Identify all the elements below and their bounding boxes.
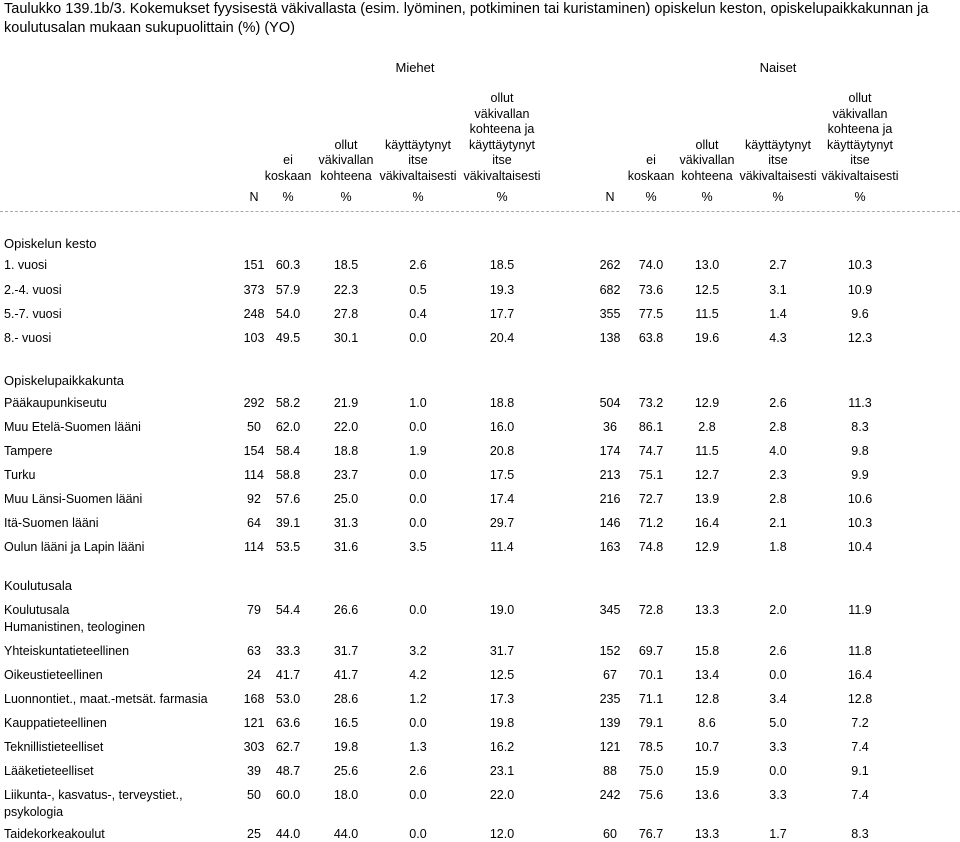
cell-percent: 10.3 — [847, 516, 873, 530]
cell-n: 92 — [247, 492, 261, 506]
cell-percent: 63.6 — [275, 716, 301, 730]
cell-percent: 49.5 — [275, 331, 301, 345]
col-header-line: itse — [850, 153, 870, 167]
cell-percent: 3.3 — [769, 788, 787, 802]
row-label-line: Taidekorkeakoulut — [4, 827, 105, 841]
cell-percent: 28.6 — [333, 692, 359, 706]
cell-n: 67 — [603, 668, 617, 682]
col-header-line: ei — [646, 153, 656, 167]
row-label — [4, 692, 208, 707]
cell-percent: 1.7 — [769, 827, 787, 841]
cell-percent: 31.6 — [333, 540, 359, 554]
unit-label: % — [701, 190, 713, 204]
cell-percent: 3.1 — [769, 283, 787, 297]
cell-percent: 0.0 — [409, 827, 427, 841]
unit-label: % — [854, 190, 866, 204]
row-label-line: Oikeustieteellinen — [4, 668, 103, 682]
cell-n: 146 — [599, 516, 621, 530]
cell-percent: 10.4 — [847, 540, 873, 554]
row-label-line: 1. vuosi — [4, 258, 48, 272]
col-header-line: väkivallan — [318, 153, 374, 167]
cell-percent: 16.5 — [333, 716, 359, 730]
cell-percent: 10.7 — [694, 740, 720, 754]
cell-percent: 75.6 — [638, 788, 664, 802]
cell-percent: 22.0 — [489, 788, 515, 802]
cell-percent: 17.5 — [489, 468, 515, 482]
row-label — [4, 788, 183, 821]
row-label — [4, 396, 107, 411]
col-header-line: väkivaltaisesti — [463, 168, 541, 183]
cell-n: 63 — [247, 644, 261, 658]
cell-n: 79 — [247, 603, 261, 617]
cell-percent: 11.8 — [848, 644, 872, 658]
cell-percent: 2.8 — [769, 492, 787, 506]
cell-percent: 11.4 — [490, 540, 514, 554]
unit-label: % — [496, 190, 508, 204]
cell-percent: 12.9 — [694, 540, 720, 554]
unit-label: % — [645, 190, 657, 204]
cell-percent: 0.0 — [409, 716, 427, 730]
cell-percent: 2.1 — [769, 516, 787, 530]
cell-percent: 71.1 — [638, 692, 664, 706]
cell-percent: 70.1 — [638, 668, 664, 682]
cell-percent: 2.6 — [769, 644, 787, 658]
row-label-line: Yhteiskuntatieteellinen — [4, 644, 130, 658]
cell-percent: 33.3 — [275, 644, 301, 658]
cell-percent: 9.1 — [851, 764, 869, 778]
cell-percent: 8.3 — [851, 420, 869, 434]
cell-percent: 0.0 — [409, 492, 427, 506]
section-title: Opiskelun kesto — [4, 236, 97, 251]
cell-percent: 86.1 — [638, 420, 664, 434]
cell-percent: 0.0 — [409, 516, 427, 530]
cell-percent: 10.3 — [847, 258, 873, 272]
row-label-line: Luonnontiet., maat.-metsät. farmasia — [4, 692, 208, 706]
col-header-line: väkivaltaisesti — [379, 168, 457, 183]
col-header-line: itse — [768, 153, 788, 167]
col-header-line: käyttäytynyt — [745, 137, 811, 152]
cell-percent: 54.4 — [275, 603, 301, 617]
row-label-line: 8.- vuosi — [4, 331, 52, 345]
cell-percent: 12.9 — [694, 396, 720, 410]
cell-percent: 13.3 — [694, 827, 720, 841]
table-title — [4, 0, 960, 38]
row-label-line: Muu Länsi-Suomen lääni — [4, 492, 143, 506]
cell-percent: 22.3 — [333, 283, 359, 297]
col-header-line: kohteena ja — [827, 122, 893, 136]
col-header-line: itse — [492, 153, 512, 167]
cell-percent: 12.5 — [489, 668, 515, 682]
col-header-line: ei — [283, 153, 293, 167]
row-label — [4, 331, 51, 346]
cell-percent: 77.5 — [638, 307, 664, 321]
cell-percent: 2.7 — [769, 258, 787, 272]
cell-percent: 0.0 — [769, 764, 787, 778]
cell-percent: 0.0 — [409, 788, 427, 802]
cell-percent: 69.7 — [638, 644, 664, 658]
cell-percent: 15.9 — [694, 764, 720, 778]
col-header-line: käyttäytynyt — [469, 137, 535, 152]
row-label — [4, 258, 47, 273]
cell-percent: 0.0 — [409, 420, 427, 434]
cell-percent: 58.8 — [275, 468, 301, 482]
row-label — [4, 716, 107, 731]
cell-percent: 17.3 — [489, 692, 515, 706]
cell-percent: 29.7 — [489, 516, 515, 530]
col-header-line: ollut — [334, 137, 358, 152]
row-label — [4, 668, 103, 683]
cell-n: 292 — [243, 396, 265, 410]
cell-percent: 11.9 — [848, 603, 872, 617]
cell-percent: 13.9 — [694, 492, 720, 506]
cell-percent: 19.8 — [333, 740, 359, 754]
cell-percent: 13.4 — [694, 668, 720, 682]
cell-percent: 2.0 — [769, 603, 787, 617]
cell-percent: 62.7 — [275, 740, 301, 754]
row-label-line: Tampere — [4, 444, 53, 458]
cell-n: 168 — [243, 692, 265, 706]
cell-percent: 10.6 — [847, 492, 873, 506]
unit-label: N — [249, 190, 259, 204]
cell-percent: 53.5 — [275, 540, 301, 554]
row-label — [4, 307, 62, 322]
cell-percent: 16.0 — [489, 420, 515, 434]
cell-percent: 0.0 — [409, 331, 427, 345]
cell-percent: 62.0 — [275, 420, 301, 434]
cell-percent: 7.4 — [851, 740, 869, 754]
row-label-line: 2.-4. vuosi — [4, 283, 62, 297]
unit-label: % — [772, 190, 784, 204]
row-label — [4, 492, 142, 507]
col-header-line: ollut — [490, 91, 514, 105]
cell-percent: 12.3 — [847, 331, 873, 345]
col-header-w-kayttaytynyt — [733, 138, 823, 185]
cell-n: 39 — [247, 764, 261, 778]
cell-n: 25 — [247, 827, 261, 841]
cell-percent: 12.8 — [847, 692, 873, 706]
col-header-line: väkivallan — [832, 106, 888, 121]
cell-percent: 11.5 — [695, 307, 719, 321]
cell-percent: 9.8 — [851, 444, 869, 458]
row-label-line: Pääkaupunkiseutu — [4, 396, 107, 410]
row-label — [4, 540, 144, 555]
cell-percent: 1.0 — [409, 396, 427, 410]
cell-percent: 26.6 — [333, 603, 359, 617]
cell-n: 152 — [599, 644, 621, 658]
cell-percent: 11.3 — [848, 396, 872, 410]
cell-percent: 72.8 — [638, 603, 664, 617]
cell-percent: 53.0 — [275, 692, 301, 706]
cell-percent: 4.3 — [769, 331, 787, 345]
cell-n: 114 — [244, 468, 264, 482]
cell-n: 138 — [599, 331, 621, 345]
row-label-line: Teknillistieteelliset — [4, 740, 104, 754]
row-label-line: Itä-Suomen lääni — [4, 516, 99, 530]
cell-percent: 27.8 — [333, 307, 359, 321]
col-header-w-molemmat — [815, 91, 905, 184]
cell-percent: 17.4 — [489, 492, 515, 506]
cell-percent: 78.5 — [638, 740, 664, 754]
cell-percent: 23.7 — [333, 468, 359, 482]
cell-n: 121 — [243, 716, 265, 730]
col-header-line: kohteena — [320, 168, 372, 183]
section-title: Koulutusala — [4, 578, 72, 593]
group-header-men: Miehet — [395, 60, 435, 75]
cell-percent: 12.0 — [489, 827, 515, 841]
cell-percent: 31.7 — [489, 644, 515, 658]
cell-percent: 12.7 — [694, 468, 720, 482]
row-label — [4, 468, 36, 483]
cell-n: 60 — [603, 827, 617, 841]
cell-percent: 9.6 — [851, 307, 869, 321]
cell-percent: 18.0 — [333, 788, 359, 802]
cell-percent: 72.7 — [638, 492, 664, 506]
cell-percent: 12.8 — [694, 692, 720, 706]
cell-percent: 19.8 — [489, 716, 515, 730]
cell-percent: 0.0 — [409, 468, 427, 482]
cell-percent: 41.7 — [333, 668, 359, 682]
row-label-line: Lääketieteelliset — [4, 764, 94, 778]
cell-percent: 57.6 — [275, 492, 301, 506]
cell-percent: 5.0 — [769, 716, 787, 730]
row-label — [4, 740, 103, 755]
cell-percent: 0.4 — [409, 307, 427, 321]
cell-percent: 75.0 — [638, 764, 664, 778]
col-header-m-molemmat — [457, 91, 547, 184]
cell-n: 114 — [244, 540, 264, 554]
row-label-line: 5.-7. vuosi — [4, 307, 62, 321]
cell-n: 262 — [599, 258, 621, 272]
row-label-line: Kauppatieteellinen — [4, 716, 107, 730]
cell-n: 24 — [247, 668, 261, 682]
cell-percent: 73.2 — [638, 396, 664, 410]
cell-percent: 11.5 — [695, 444, 719, 458]
cell-percent: 23.1 — [489, 764, 515, 778]
cell-percent: 25.0 — [333, 492, 359, 506]
col-header-line: väkivaltaisesti — [821, 168, 899, 183]
title-line-2: koulutusalan mukaan sukupuolittain (%) (YO) — [4, 20, 295, 36]
cell-percent: 2.6 — [769, 396, 787, 410]
cell-n: 36 — [603, 420, 617, 434]
cell-percent: 31.7 — [333, 644, 359, 658]
cell-percent: 21.9 — [333, 396, 359, 410]
cell-n: 174 — [599, 444, 621, 458]
col-header-line: koskaan — [264, 168, 312, 183]
cell-n: 504 — [599, 396, 621, 410]
cell-percent: 31.3 — [333, 516, 359, 530]
cell-n: 64 — [247, 516, 261, 530]
cell-percent: 2.3 — [769, 468, 787, 482]
cell-percent: 0.0 — [769, 668, 787, 682]
col-header-line: väkivallan — [679, 153, 735, 167]
cell-percent: 19.0 — [489, 603, 515, 617]
cell-percent: 25.6 — [333, 764, 359, 778]
unit-label: N — [605, 190, 615, 204]
cell-percent: 79.1 — [638, 716, 664, 730]
cell-percent: 13.6 — [694, 788, 720, 802]
col-header-line: käyttäytynyt — [385, 137, 451, 152]
cell-percent: 39.1 — [275, 516, 301, 530]
row-label — [4, 764, 94, 779]
row-label — [4, 644, 129, 659]
cell-percent: 18.8 — [489, 396, 515, 410]
col-header-line: kohteena — [681, 168, 733, 183]
cell-percent: 18.5 — [333, 258, 359, 272]
title-line-1: Taulukko 139.1b/3. Kokemukset fyysisestä väkivallasta (esim. lyöminen, potkiminen tai kuristaminen) opiskelun keston, opiskelupaikkakunnan ja — [4, 1, 929, 17]
cell-n: 88 — [603, 764, 617, 778]
cell-percent: 4.2 — [409, 668, 427, 682]
cell-percent: 1.3 — [409, 740, 427, 754]
cell-percent: 18.8 — [333, 444, 359, 458]
row-label-line: Oulun lääni ja Lapin lääni — [4, 540, 145, 554]
cell-n: 373 — [243, 283, 265, 297]
cell-percent: 4.0 — [769, 444, 787, 458]
row-label — [4, 827, 105, 842]
cell-percent: 1.2 — [409, 692, 427, 706]
cell-percent: 44.0 — [275, 827, 301, 841]
cell-n: 235 — [599, 692, 621, 706]
row-label-line: Turku — [4, 468, 36, 482]
cell-percent: 2.8 — [769, 420, 787, 434]
section-title: Opiskelupaikkakunta — [4, 373, 124, 388]
cell-percent: 3.3 — [769, 740, 787, 754]
cell-n: 103 — [243, 331, 265, 345]
cell-percent: 48.7 — [275, 764, 301, 778]
cell-n: 213 — [599, 468, 621, 482]
cell-percent: 76.7 — [638, 827, 664, 841]
cell-n: 242 — [599, 788, 621, 802]
cell-percent: 18.5 — [489, 258, 515, 272]
cell-percent: 3.4 — [769, 692, 787, 706]
unit-label: % — [340, 190, 352, 204]
cell-percent: 3.2 — [409, 644, 427, 658]
cell-n: 154 — [243, 444, 265, 458]
cell-n: 303 — [243, 740, 265, 754]
row-label — [4, 444, 53, 459]
cell-percent: 16.4 — [694, 516, 720, 530]
cell-percent: 75.1 — [638, 468, 664, 482]
cell-n: 139 — [599, 716, 621, 730]
cell-percent: 71.2 — [638, 516, 664, 530]
cell-n: 121 — [599, 740, 621, 754]
cell-n: 163 — [599, 540, 621, 554]
cell-percent: 8.6 — [698, 716, 716, 730]
row-label-line: Liikunta-, kasvatus-, terveystiet., — [4, 788, 183, 802]
cell-n: 151 — [243, 258, 265, 272]
cell-percent: 1.4 — [769, 307, 787, 321]
cell-percent: 16.4 — [847, 668, 873, 682]
cell-percent: 2.6 — [409, 258, 427, 272]
unit-label: % — [282, 190, 294, 204]
col-header-m-kayttaytynyt — [373, 138, 463, 185]
cell-percent: 74.7 — [638, 444, 664, 458]
cell-percent: 12.5 — [694, 283, 720, 297]
header-divider — [0, 211, 960, 212]
cell-percent: 41.7 — [275, 668, 301, 682]
col-header-line: itse — [408, 153, 428, 167]
cell-percent: 58.4 — [275, 444, 301, 458]
col-header-line: ollut — [695, 137, 719, 152]
cell-n: 355 — [599, 307, 621, 321]
cell-percent: 0.5 — [409, 283, 427, 297]
cell-percent: 20.4 — [489, 331, 515, 345]
cell-percent: 15.8 — [694, 644, 720, 658]
group-header-women: Naiset — [759, 60, 797, 75]
cell-percent: 60.0 — [275, 788, 301, 802]
cell-percent: 10.9 — [847, 283, 873, 297]
cell-percent: 58.2 — [275, 396, 301, 410]
cell-percent: 74.0 — [638, 258, 664, 272]
cell-percent: 7.2 — [851, 716, 869, 730]
cell-n: 248 — [243, 307, 265, 321]
cell-n: 682 — [599, 283, 621, 297]
col-header-line: väkivaltaisesti — [739, 168, 817, 183]
cell-percent: 63.8 — [638, 331, 664, 345]
cell-n: 345 — [599, 603, 621, 617]
col-header-line: käyttäytynyt — [827, 137, 893, 152]
row-label-line: Muu Etelä-Suomen lääni — [4, 420, 141, 434]
cell-percent: 30.1 — [333, 331, 359, 345]
cell-percent: 54.0 — [275, 307, 301, 321]
cell-percent: 13.3 — [694, 603, 720, 617]
cell-n: 50 — [247, 420, 261, 434]
cell-percent: 19.6 — [694, 331, 720, 345]
col-header-line: koskaan — [627, 168, 675, 183]
cell-percent: 8.3 — [851, 827, 869, 841]
row-label — [4, 603, 145, 636]
unit-label: % — [412, 190, 424, 204]
cell-percent: 2.8 — [698, 420, 716, 434]
cell-percent: 17.7 — [489, 307, 515, 321]
cell-percent: 1.9 — [409, 444, 427, 458]
cell-percent: 57.9 — [275, 283, 301, 297]
cell-percent: 1.8 — [769, 540, 787, 554]
cell-percent: 44.0 — [333, 827, 359, 841]
row-label — [4, 516, 99, 531]
cell-percent: 16.2 — [489, 740, 515, 754]
row-label-line: Koulutusala — [4, 603, 70, 617]
cell-percent: 13.0 — [694, 258, 720, 272]
row-label — [4, 283, 62, 298]
col-header-line: ollut — [848, 91, 872, 105]
cell-percent: 3.5 — [409, 540, 427, 554]
cell-percent: 9.9 — [851, 468, 869, 482]
row-label — [4, 420, 141, 435]
cell-percent: 7.4 — [851, 788, 869, 802]
cell-percent: 22.0 — [333, 420, 359, 434]
cell-percent: 20.8 — [489, 444, 515, 458]
cell-percent: 19.3 — [489, 283, 515, 297]
row-label-line: psykologia — [4, 805, 64, 819]
row-label-line: Humanistinen, teologinen — [4, 620, 146, 634]
cell-percent: 2.6 — [409, 764, 427, 778]
cell-percent: 60.3 — [275, 258, 301, 272]
cell-percent: 0.0 — [409, 603, 427, 617]
cell-n: 216 — [599, 492, 621, 506]
col-header-line: kohteena ja — [469, 122, 535, 136]
cell-n: 50 — [247, 788, 261, 802]
cell-percent: 73.6 — [638, 283, 664, 297]
cell-percent: 74.8 — [638, 540, 664, 554]
col-header-line: väkivallan — [474, 106, 530, 121]
